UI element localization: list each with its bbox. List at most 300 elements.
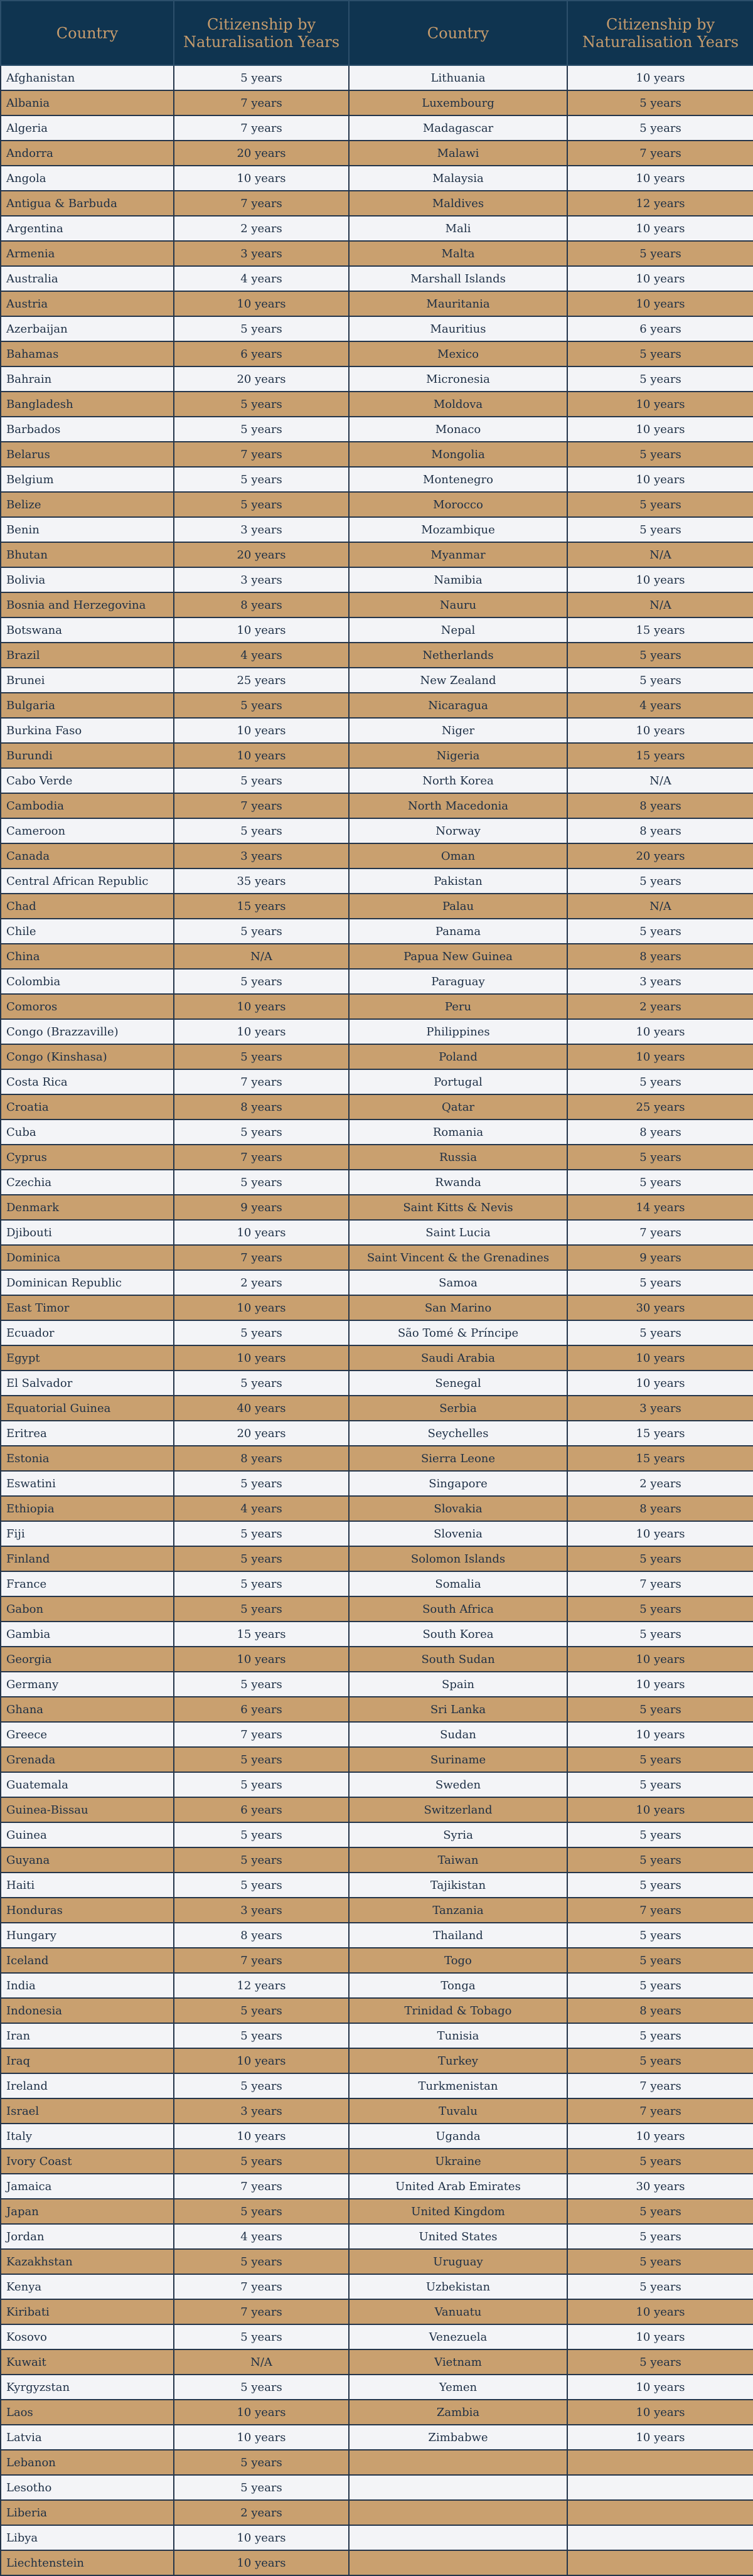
table-row <box>1 1245 753 1270</box>
years-right-cell: N/A <box>567 592 753 617</box>
country-right-cell <box>349 2450 567 2475</box>
country-left-cell: Afghanistan <box>1 65 174 90</box>
country-left-cell: Georgia <box>1 1647 174 1672</box>
years-right-cell <box>567 2500 753 2525</box>
table-row <box>1 2124 753 2149</box>
header-years-left-line2: Naturalisation Years <box>183 33 340 51</box>
country-right-cell: Micronesia <box>349 366 567 392</box>
years-left-cell: 5 years <box>174 417 349 442</box>
country-right-cell: Saint Lucia <box>349 1220 567 1245</box>
country-left-cell: Cabo Verde <box>1 768 174 793</box>
years-right-cell: 10 years <box>567 467 753 492</box>
table-row <box>1 944 753 969</box>
years-left-cell: 7 years <box>174 191 349 216</box>
country-right-cell: Russia <box>349 1145 567 1170</box>
table-row <box>1 1069 753 1094</box>
years-left-cell: 5 years <box>174 1998 349 2023</box>
country-right-cell: Samoa <box>349 1270 567 1295</box>
years-left-cell: 5 years <box>174 919 349 944</box>
years-left-cell: 5 years <box>174 1521 349 1546</box>
table-row <box>1 1998 753 2023</box>
years-right-cell: 10 years <box>567 1371 753 1396</box>
country-left-cell: Jamaica <box>1 2174 174 2199</box>
years-right-cell: 10 years <box>567 1521 753 1546</box>
table-row <box>1 919 753 944</box>
country-left-cell: Kazakhstan <box>1 2249 174 2274</box>
table-row <box>1 2048 753 2073</box>
table-row <box>1 467 753 492</box>
country-left-cell: Denmark <box>1 1195 174 1220</box>
years-right-cell: 25 years <box>567 1094 753 1120</box>
years-left-cell: 6 years <box>174 1697 349 1722</box>
country-left-cell: Congo (Kinshasa) <box>1 1044 174 1069</box>
table-row <box>1 2224 753 2249</box>
country-right-cell: United Arab Emirates <box>349 2174 567 2199</box>
table-row <box>1 2274 753 2299</box>
country-left-cell: Japan <box>1 2199 174 2224</box>
years-left-cell: 5 years <box>174 1596 349 1622</box>
table-row <box>1 592 753 617</box>
years-right-cell: 5 years <box>567 341 753 366</box>
country-right-cell: Tunisia <box>349 2023 567 2048</box>
country-right-cell: Slovakia <box>349 1496 567 1521</box>
years-right-cell: 10 years <box>567 216 753 241</box>
table-row <box>1 1295 753 1320</box>
years-right-cell: 8 years <box>567 1120 753 1145</box>
country-left-cell: Dominican Republic <box>1 1270 174 1295</box>
country-left-cell: Burkina Faso <box>1 718 174 743</box>
years-right-cell: 10 years <box>567 2124 753 2149</box>
country-left-cell: Czechia <box>1 1170 174 1195</box>
country-right-cell: South Korea <box>349 1622 567 1647</box>
country-left-cell: El Salvador <box>1 1371 174 1396</box>
years-left-cell: 5 years <box>174 969 349 994</box>
country-right-cell: Lithuania <box>349 65 567 90</box>
years-left-cell: 3 years <box>174 1898 349 1923</box>
country-left-cell: Austria <box>1 291 174 316</box>
years-right-cell: 8 years <box>567 1496 753 1521</box>
table-row <box>1 2500 753 2525</box>
years-left-cell: 5 years <box>174 316 349 341</box>
years-left-cell: 5 years <box>174 2073 349 2098</box>
country-left-cell: Burundi <box>1 743 174 768</box>
country-left-cell: Comoros <box>1 994 174 1019</box>
years-left-cell: 7 years <box>174 2274 349 2299</box>
table-row <box>1 1270 753 1295</box>
country-left-cell: Central African Republic <box>1 868 174 894</box>
country-right-cell: Niger <box>349 718 567 743</box>
years-left-cell: 7 years <box>174 2299 349 2324</box>
table-body <box>1 65 753 2575</box>
years-left-cell: 5 years <box>174 768 349 793</box>
country-left-cell: Ivory Coast <box>1 2149 174 2174</box>
table-row <box>1 1546 753 1571</box>
table-row <box>1 743 753 768</box>
table-row <box>1 191 753 216</box>
country-left-cell: Argentina <box>1 216 174 241</box>
table-row <box>1 1948 753 1973</box>
years-left-cell: 5 years <box>174 2199 349 2224</box>
country-right-cell: Moldova <box>349 392 567 417</box>
years-right-cell <box>567 2550 753 2575</box>
country-right-cell: Serbia <box>349 1396 567 1421</box>
table-row <box>1 1873 753 1898</box>
country-right-cell: Saint Kitts & Nevis <box>349 1195 567 1220</box>
table-row <box>1 1320 753 1345</box>
years-left-cell: 5 years <box>174 2149 349 2174</box>
years-left-cell: 3 years <box>174 2098 349 2124</box>
country-left-cell: Ghana <box>1 1697 174 1722</box>
years-left-cell: 5 years <box>174 1320 349 1345</box>
country-right-cell: South Sudan <box>349 1647 567 1672</box>
country-right-cell: Peru <box>349 994 567 1019</box>
country-left-cell: Cyprus <box>1 1145 174 1170</box>
years-right-cell: 5 years <box>567 2249 753 2274</box>
table-row <box>1 492 753 517</box>
country-left-cell: Dominica <box>1 1245 174 1270</box>
table-row <box>1 793 753 818</box>
years-left-cell: 10 years <box>174 1647 349 1672</box>
years-left-cell: 20 years <box>174 1421 349 1446</box>
years-left-cell: 5 years <box>174 1044 349 1069</box>
years-right-cell <box>567 2525 753 2550</box>
country-left-cell: Kuwait <box>1 2349 174 2375</box>
years-left-cell: 3 years <box>174 843 349 868</box>
table-row <box>1 216 753 241</box>
country-right-cell: Mali <box>349 216 567 241</box>
country-left-cell: Cameroon <box>1 818 174 843</box>
years-right-cell: 10 years <box>567 291 753 316</box>
years-right-cell: 10 years <box>567 166 753 191</box>
country-right-cell: Portugal <box>349 1069 567 1094</box>
years-right-cell: 8 years <box>567 793 753 818</box>
header-country-left: Country <box>1 1 174 65</box>
years-right-cell: 7 years <box>567 141 753 166</box>
country-left-cell: Chile <box>1 919 174 944</box>
table-row <box>1 2098 753 2124</box>
country-right-cell: Namibia <box>349 567 567 592</box>
table-row <box>1 1822 753 1847</box>
years-left-cell: 9 years <box>174 1195 349 1220</box>
table-row <box>1 517 753 542</box>
country-right-cell: Romania <box>349 1120 567 1145</box>
years-left-cell: 7 years <box>174 115 349 141</box>
years-right-cell: 15 years <box>567 617 753 643</box>
years-left-cell: 5 years <box>174 1170 349 1195</box>
table-row <box>1 617 753 643</box>
table-row <box>1 2299 753 2324</box>
country-right-cell: North Korea <box>349 768 567 793</box>
country-left-cell: Ireland <box>1 2073 174 2098</box>
country-left-cell: Equatorial Guinea <box>1 1396 174 1421</box>
table-row <box>1 1120 753 1145</box>
table-row <box>1 1421 753 1446</box>
country-right-cell: Oman <box>349 843 567 868</box>
years-left-cell: N/A <box>174 2349 349 2375</box>
years-right-cell: 10 years <box>567 1797 753 1822</box>
country-left-cell: Azerbaijan <box>1 316 174 341</box>
header-years-left <box>174 1 349 65</box>
country-right-cell: Zambia <box>349 2400 567 2425</box>
country-right-cell: Uruguay <box>349 2249 567 2274</box>
years-left-cell: 7 years <box>174 442 349 467</box>
country-right-cell: Rwanda <box>349 1170 567 1195</box>
country-right-cell: Uzbekistan <box>349 2274 567 2299</box>
country-left-cell: Angola <box>1 166 174 191</box>
table-row <box>1 718 753 743</box>
years-left-cell: 10 years <box>174 166 349 191</box>
years-left-cell: 5 years <box>174 1847 349 1873</box>
country-left-cell: Greece <box>1 1722 174 1747</box>
years-left-cell: 5 years <box>174 2023 349 2048</box>
years-left-cell: 8 years <box>174 592 349 617</box>
country-right-cell: Mozambique <box>349 517 567 542</box>
table-row <box>1 291 753 316</box>
years-right-cell: 5 years <box>567 115 753 141</box>
header-country-right: Country <box>349 1 567 65</box>
years-left-cell: 20 years <box>174 366 349 392</box>
country-right-cell: Marshall Islands <box>349 266 567 291</box>
years-left-cell: 8 years <box>174 1923 349 1948</box>
table-row <box>1 1345 753 1371</box>
country-left-cell: Bangladesh <box>1 392 174 417</box>
country-left-cell: Cuba <box>1 1120 174 1145</box>
years-right-cell: N/A <box>567 542 753 567</box>
table-row <box>1 1747 753 1772</box>
country-left-cell: Andorra <box>1 141 174 166</box>
years-right-cell: 5 years <box>567 442 753 467</box>
country-right-cell: Senegal <box>349 1371 567 1396</box>
years-left-cell: 20 years <box>174 141 349 166</box>
years-left-cell: 10 years <box>174 2550 349 2575</box>
years-left-cell: 5 years <box>174 492 349 517</box>
country-right-cell <box>349 2550 567 2575</box>
table-row <box>1 1923 753 1948</box>
country-right-cell: North Macedonia <box>349 793 567 818</box>
years-left-cell: 5 years <box>174 1546 349 1571</box>
country-left-cell: Kenya <box>1 2274 174 2299</box>
country-left-cell: Australia <box>1 266 174 291</box>
years-left-cell: 10 years <box>174 1019 349 1044</box>
country-left-cell: Gabon <box>1 1596 174 1622</box>
table-row <box>1 542 753 567</box>
country-right-cell: Sierra Leone <box>349 1446 567 1471</box>
years-left-cell: 10 years <box>174 2525 349 2550</box>
country-right-cell: Mongolia <box>349 442 567 467</box>
years-left-cell: N/A <box>174 944 349 969</box>
header-years-right <box>567 1 753 65</box>
country-left-cell: Colombia <box>1 969 174 994</box>
country-right-cell: Luxembourg <box>349 90 567 115</box>
table-row <box>1 2073 753 2098</box>
country-left-cell: Armenia <box>1 241 174 266</box>
years-left-cell: 8 years <box>174 1446 349 1471</box>
country-right-cell: São Tomé & Príncipe <box>349 1320 567 1345</box>
years-left-cell: 7 years <box>174 1245 349 1270</box>
table-row <box>1 2375 753 2400</box>
years-right-cell: 5 years <box>567 2199 753 2224</box>
country-right-cell: Nicaragua <box>349 693 567 718</box>
table-row <box>1 2324 753 2349</box>
years-right-cell: 5 years <box>567 1596 753 1622</box>
country-left-cell: Iceland <box>1 1948 174 1973</box>
country-right-cell: Mexico <box>349 341 567 366</box>
years-left-cell: 5 years <box>174 1747 349 1772</box>
table-row <box>1 1898 753 1923</box>
years-left-cell: 5 years <box>174 693 349 718</box>
years-right-cell: 8 years <box>567 1998 753 2023</box>
years-left-cell: 10 years <box>174 2048 349 2073</box>
country-left-cell: Bhutan <box>1 542 174 567</box>
table-row <box>1 1195 753 1220</box>
country-right-cell: Philippines <box>349 1019 567 1044</box>
country-right-cell: Solomon Islands <box>349 1546 567 1571</box>
country-right-cell: Panama <box>349 919 567 944</box>
country-right-cell: Uganda <box>349 2124 567 2149</box>
years-left-cell: 5 years <box>174 2450 349 2475</box>
country-right-cell: Malawi <box>349 141 567 166</box>
years-right-cell: 20 years <box>567 843 753 868</box>
table-row <box>1 241 753 266</box>
years-right-cell: N/A <box>567 894 753 919</box>
table-row <box>1 1772 753 1797</box>
years-left-cell: 6 years <box>174 341 349 366</box>
years-left-cell: 5 years <box>174 467 349 492</box>
country-left-cell: Eswatini <box>1 1471 174 1496</box>
country-right-cell: Nigeria <box>349 743 567 768</box>
country-left-cell: Egypt <box>1 1345 174 1371</box>
years-right-cell: 9 years <box>567 1245 753 1270</box>
years-left-cell: 10 years <box>174 743 349 768</box>
country-left-cell: Lebanon <box>1 2450 174 2475</box>
country-right-cell: Sweden <box>349 1772 567 1797</box>
country-left-cell: Bolivia <box>1 567 174 592</box>
table-row <box>1 1722 753 1747</box>
years-right-cell: 5 years <box>567 1320 753 1345</box>
table-row <box>1 2525 753 2550</box>
years-left-cell: 15 years <box>174 894 349 919</box>
years-right-cell: 2 years <box>567 1471 753 1496</box>
country-left-cell: East Timor <box>1 1295 174 1320</box>
years-left-cell: 35 years <box>174 868 349 894</box>
table-row <box>1 969 753 994</box>
country-left-cell: Belize <box>1 492 174 517</box>
years-left-cell: 5 years <box>174 1873 349 1898</box>
table-row <box>1 2174 753 2199</box>
table-row <box>1 442 753 467</box>
country-left-cell: Israel <box>1 2098 174 2124</box>
country-left-cell: Brunei <box>1 668 174 693</box>
table-row <box>1 768 753 793</box>
country-right-cell: Monaco <box>349 417 567 442</box>
country-left-cell: Jordan <box>1 2224 174 2249</box>
country-right-cell <box>349 2500 567 2525</box>
years-right-cell: 5 years <box>567 643 753 668</box>
years-left-cell: 2 years <box>174 216 349 241</box>
years-left-cell: 10 years <box>174 1220 349 1245</box>
years-right-cell: 7 years <box>567 1571 753 1596</box>
years-right-cell: 5 years <box>567 2048 753 2073</box>
country-left-cell: Haiti <box>1 1873 174 1898</box>
country-right-cell: Poland <box>349 1044 567 1069</box>
country-right-cell: Ukraine <box>349 2149 567 2174</box>
years-left-cell: 3 years <box>174 517 349 542</box>
years-left-cell: 5 years <box>174 1672 349 1697</box>
country-right-cell: Sudan <box>349 1722 567 1747</box>
table-row <box>1 2475 753 2500</box>
table-row <box>1 1521 753 1546</box>
country-right-cell: New Zealand <box>349 668 567 693</box>
years-right-cell: 5 years <box>567 1923 753 1948</box>
years-left-cell: 10 years <box>174 1345 349 1371</box>
years-left-cell: 20 years <box>174 542 349 567</box>
years-right-cell: 10 years <box>567 2400 753 2425</box>
years-right-cell: 5 years <box>567 1873 753 1898</box>
country-right-cell: Saint Vincent & the Grenadines <box>349 1245 567 1270</box>
table-row <box>1 818 753 843</box>
table-row <box>1 341 753 366</box>
country-left-cell: Liberia <box>1 2500 174 2525</box>
years-right-cell: 5 years <box>567 1170 753 1195</box>
years-right-cell: 7 years <box>567 1898 753 1923</box>
years-right-cell: 10 years <box>567 65 753 90</box>
country-right-cell: Montenegro <box>349 467 567 492</box>
table-row <box>1 843 753 868</box>
table-row <box>1 1371 753 1396</box>
years-left-cell: 5 years <box>174 2375 349 2400</box>
country-right-cell: Paraguay <box>349 969 567 994</box>
years-right-cell: N/A <box>567 768 753 793</box>
years-left-cell: 5 years <box>174 65 349 90</box>
table-row <box>1 1596 753 1622</box>
country-left-cell: Guinea <box>1 1822 174 1847</box>
country-right-cell: Yemen <box>349 2375 567 2400</box>
years-left-cell: 10 years <box>174 718 349 743</box>
country-right-cell <box>349 2475 567 2500</box>
country-right-cell: Tanzania <box>349 1898 567 1923</box>
years-right-cell: 10 years <box>567 392 753 417</box>
years-left-cell: 10 years <box>174 291 349 316</box>
years-left-cell: 3 years <box>174 241 349 266</box>
country-left-cell: Guyana <box>1 1847 174 1873</box>
country-right-cell: Pakistan <box>349 868 567 894</box>
country-right-cell: South Africa <box>349 1596 567 1622</box>
years-left-cell: 10 years <box>174 2400 349 2425</box>
country-left-cell: Albania <box>1 90 174 115</box>
years-left-cell: 3 years <box>174 567 349 592</box>
country-right-cell: Nauru <box>349 592 567 617</box>
country-left-cell: Liechtenstein <box>1 2550 174 2575</box>
country-right-cell: Tajikistan <box>349 1873 567 1898</box>
country-right-cell: Papua New Guinea <box>349 944 567 969</box>
country-right-cell: Vietnam <box>349 2349 567 2375</box>
years-right-cell: 3 years <box>567 969 753 994</box>
country-left-cell: Croatia <box>1 1094 174 1120</box>
country-right-cell: Netherlands <box>349 643 567 668</box>
country-right-cell: Nepal <box>349 617 567 643</box>
years-right-cell: 15 years <box>567 1446 753 1471</box>
table-row <box>1 868 753 894</box>
years-left-cell: 5 years <box>174 1772 349 1797</box>
table-row <box>1 1396 753 1421</box>
country-left-cell: Bahrain <box>1 366 174 392</box>
table-row <box>1 1019 753 1044</box>
table-row <box>1 1220 753 1245</box>
table-row <box>1 1697 753 1722</box>
table-row <box>1 266 753 291</box>
country-left-cell: Lesotho <box>1 2475 174 2500</box>
header-row <box>1 1 753 65</box>
